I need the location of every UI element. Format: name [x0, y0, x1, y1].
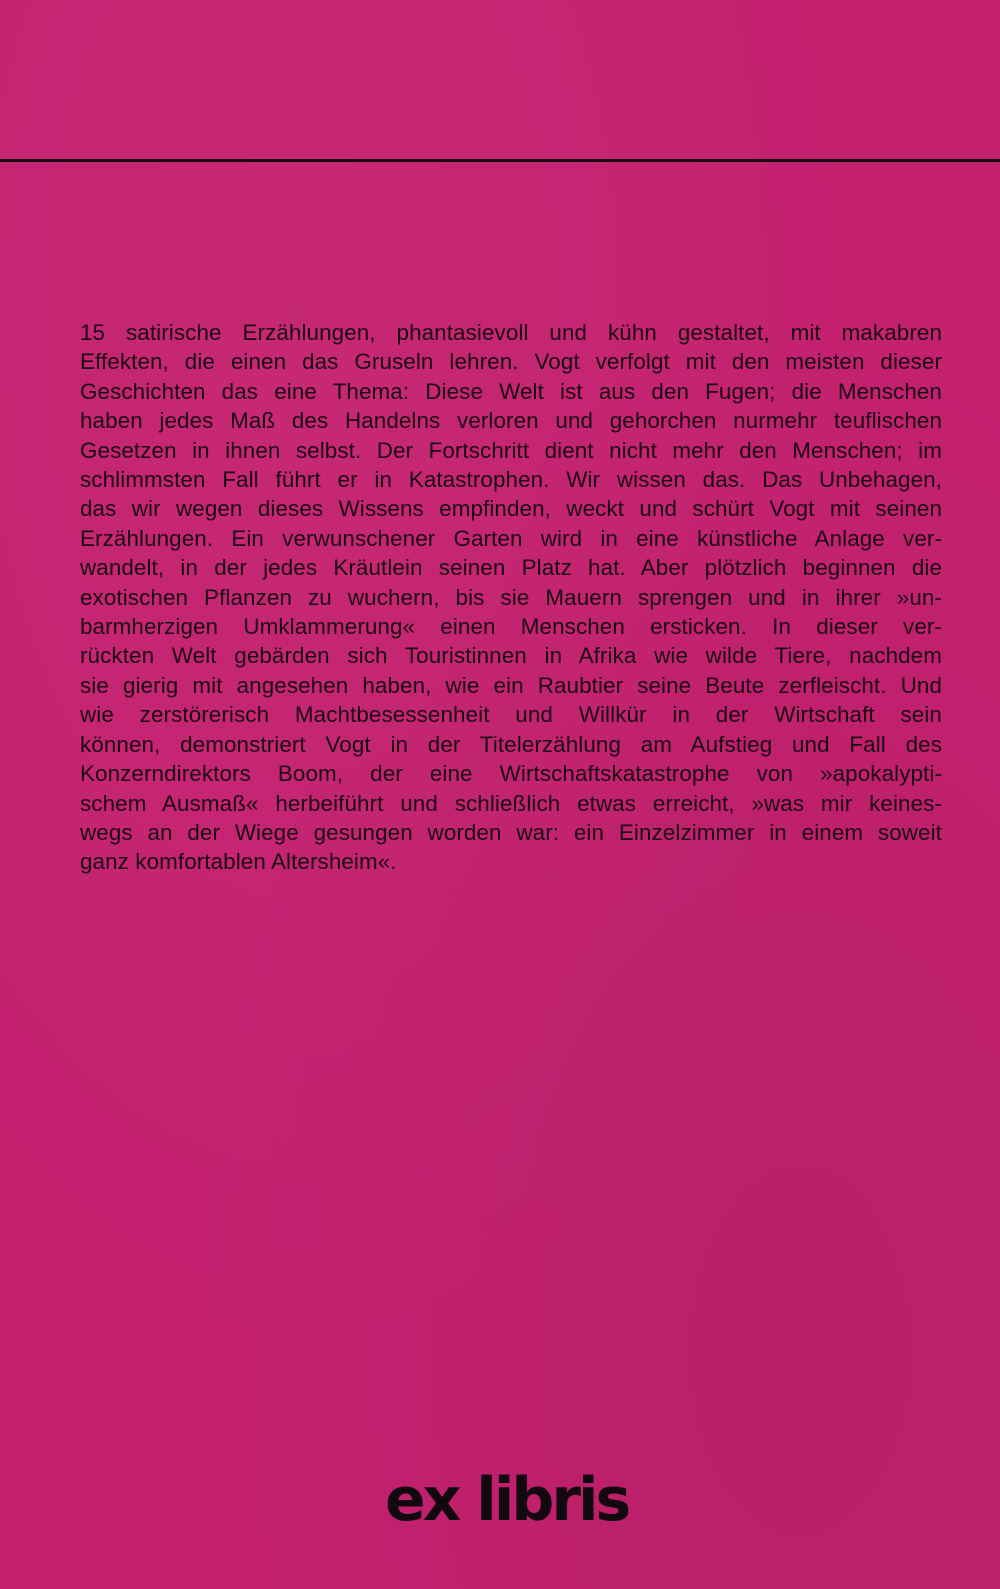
- blurb-line: das wir wegen dieses Wissens empfinden, weckt und schürt Vogt mit seinen: [80, 496, 942, 522]
- blurb-line: 15 satirische Erzählungen, phantasievoll und kühn gestaltet, mit makabren: [80, 320, 942, 345]
- blurb-line: Erzählungen. Ein verwunschener Garten wird in eine künstliche Anlage ver-: [80, 525, 942, 551]
- blurb-line: wandelt, in der jedes Kräutlein seinen Platz hat. Aber plötzlich beginnen die: [80, 555, 942, 581]
- blurb-line: rückten Welt gebärden sich Touristinnen in Afrika wie wilde Tiere, nachdem: [80, 643, 942, 669]
- blurb-line: sie gierig mit angesehen haben, wie ein Raubtier seine Beute zerfleischt. Und: [80, 672, 942, 698]
- blurb-line: Geschichten das eine Thema: Diese Welt ist aus den Fugen; die Menschen: [80, 378, 942, 404]
- blurb-line: wegs an der Wiege gesungen worden war: ein Einzelzimmer in einem soweit: [80, 819, 942, 845]
- blurb-text: [80, 318, 942, 877]
- blurb-line: barmherzigen Umklammerung« einen Menschen ersticken. In dieser ver-: [80, 614, 942, 640]
- publisher-logo: ex libris: [385, 1465, 629, 1535]
- blurb-line: haben jedes Maß des Handelns verloren und gehorchen nurmehr teuflischen: [80, 408, 942, 434]
- blurb-line: wie zerstörerisch Machtbesessenheit und Willkür in der Wirtschaft sein: [80, 702, 942, 728]
- blurb-line: schem Ausmaß« herbeiführt und schließlich etwas erreicht, »was mir keines-: [80, 790, 942, 816]
- blurb-line: können, demonstriert Vogt in der Titelerzählung am Aufstieg und Fall des: [80, 731, 942, 757]
- blurb-line: ganz komfortablen Altersheim«.: [80, 849, 397, 875]
- blurb-line: Konzerndirektors Boom, der eine Wirtschaftskatastrophe von »apokalypti-: [80, 761, 942, 787]
- horizontal-rule: [0, 159, 1000, 162]
- blurb-line: Effekten, die einen das Gruseln lehren. Vogt verfolgt mit den meisten dieser: [80, 349, 942, 375]
- blurb-line: exotischen Pflanzen zu wuchern, bis sie Mauern sprengen und in ihrer »un-: [80, 584, 942, 610]
- blurb-line: Gesetzen in ihnen selbst. Der Fortschritt dient nicht mehr den Menschen; im: [80, 437, 942, 463]
- blurb-line: schlimmsten Fall führt er in Katastrophen. Wir wissen das. Das Unbehagen,: [80, 467, 942, 493]
